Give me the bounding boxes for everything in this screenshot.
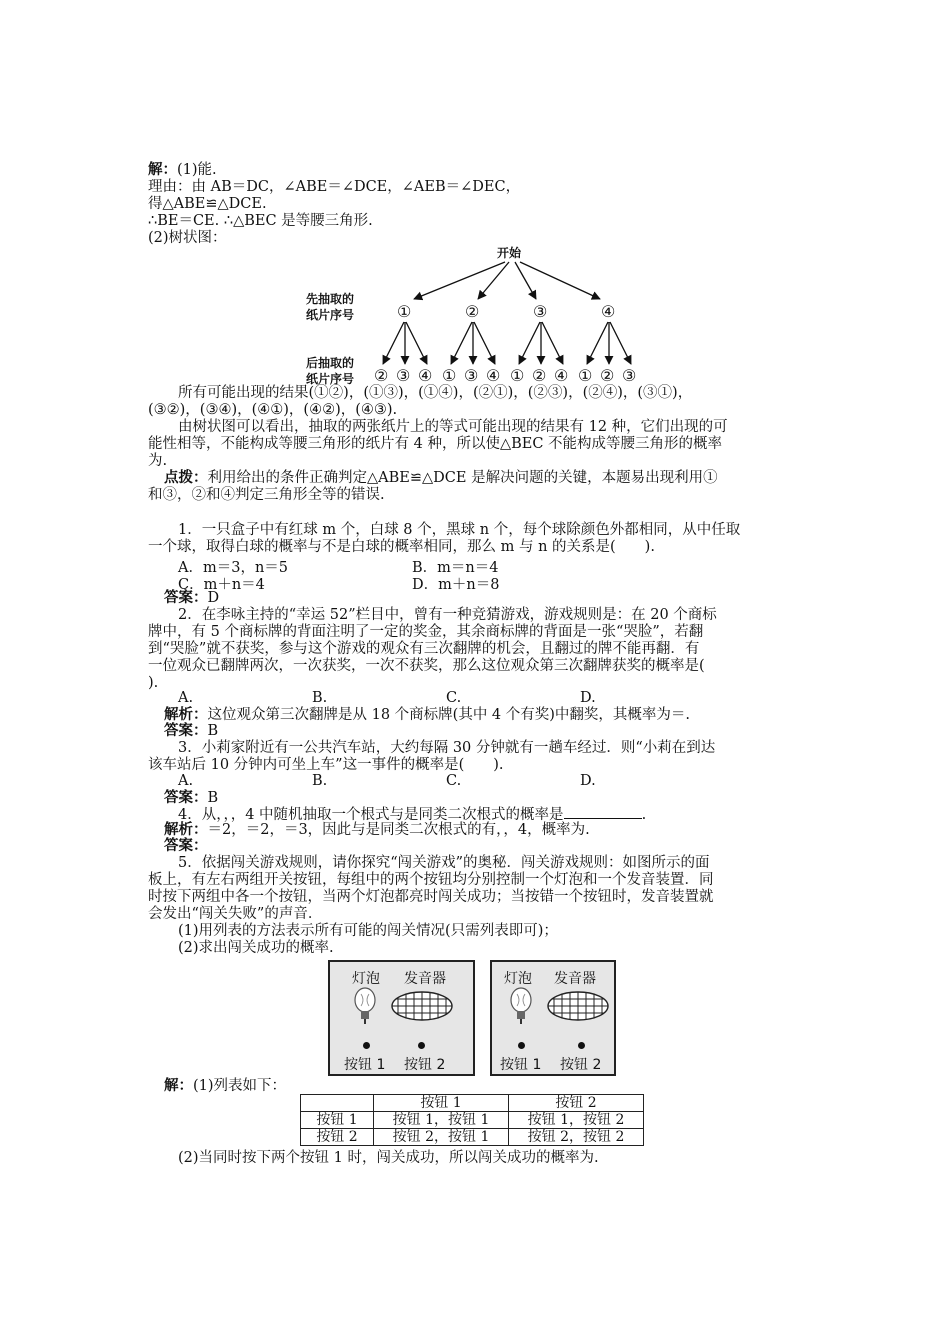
tree-first-label: 先抽取的 纸片序号: [306, 292, 355, 322]
table-row: [301, 1129, 644, 1146]
tree-first-node: ②: [465, 302, 480, 321]
tree-second-node: ①: [510, 366, 525, 385]
q1-line1: 1．一只盒子中有红球 m 个，白球 8 个，黑球 n 个，每个球除颜色外都相同，从中任取: [178, 522, 741, 538]
q2-line3: 到“哭脸”就不获奖，参与这个游戏的观众有三次翻牌的机会，且翻过的牌不能再翻．有: [148, 641, 700, 657]
q1-answer: [164, 590, 219, 606]
q5-line2: 板上，有左右两组开关按钮，每组中的两个按钮均分别控制一个灯泡和一个发音装置．同: [148, 872, 714, 888]
q4-blank: [564, 806, 642, 819]
button-2-dot: [418, 1042, 425, 1049]
q4-answer: [164, 838, 208, 854]
solution1-line5: (2)树状图：: [148, 230, 227, 246]
bulb-label: 灯泡: [504, 971, 532, 987]
q4-analysis: [164, 822, 590, 838]
q5-line1: 5．依据闯关游戏规则，请你探究“闯关游戏”的奥秘．闯关游戏规则：如图所示的面: [178, 855, 710, 871]
tree-second-node: ④: [418, 366, 433, 385]
answer-value: D: [207, 590, 220, 606]
button-2-dot: [578, 1042, 585, 1049]
q5-solution-line2: (2)当同时按下两个按钮 1 时，闯关成功，所以闯关成功的概率为.: [178, 1150, 599, 1166]
table-header-cell: 按钮 2: [509, 1095, 644, 1112]
q3-option-a: A.: [178, 773, 194, 789]
q3-line2: 该车站后 10 分钟内可坐上车”这一事件的概率是( ).: [148, 757, 504, 773]
answer-label: 答案：: [164, 838, 208, 854]
tree-second-node: ④: [486, 366, 501, 385]
dianbo-text: 利用给出的条件正确判定△ABE≌△DCE 是解决问题的关键，本题易出现利用①: [207, 470, 718, 486]
bulb-icon: [350, 986, 380, 1026]
dianbo-label: 点拨：: [164, 470, 208, 486]
q3-option-c: C.: [446, 773, 462, 789]
q2-line4: 一位观众已翻牌两次，一次获奖，一次不获奖，那么这位观众第三次翻牌获奖的概率是(: [148, 658, 705, 674]
button-1-dot: [363, 1042, 370, 1049]
q4-text: 4．从，，，4 中随机抽取一个根式与是同类二次根式的概率是: [178, 807, 564, 823]
game-panel-left: [328, 960, 475, 1076]
solution1-line9: 能性相等，不能构成等腰三角形的纸片有 4 种，所以使△BEC 不能构成等腰三角形的概率: [148, 436, 723, 452]
analysis-label: 解析：: [164, 707, 208, 723]
q2-option-b: B.: [312, 690, 328, 706]
q2-line1: 2．在李咏主持的“幸运 52”栏目中，曾有一种竞猜游戏，游戏规则是：在 20 个商标: [178, 607, 717, 623]
tree-second-node: ②: [600, 366, 615, 385]
bulb-icon: [506, 986, 536, 1026]
table-row: [301, 1112, 644, 1129]
q2-analysis: [164, 707, 690, 723]
speaker-icon: [390, 990, 454, 1022]
tree-second-node: ③: [622, 366, 637, 385]
solution-text: (1)列表如下：: [193, 1078, 287, 1094]
tree-second-node: ③: [396, 366, 411, 385]
button-1-dot: [518, 1042, 525, 1049]
solution1-line7: (③②)，(③④)，(④①)，(④②)，(④③).: [148, 402, 398, 418]
q2-line5: ).: [148, 675, 159, 691]
table-cell: 按钮 1: [301, 1112, 374, 1129]
result-table: [300, 1094, 644, 1146]
tree-second-node: ②: [532, 366, 547, 385]
solution1-line10: 为.: [148, 453, 168, 469]
tree-second-node: ①: [578, 366, 593, 385]
tree-second-node: ④: [554, 366, 569, 385]
q5-line4: 会发出“闯关失败”的声音．: [148, 906, 323, 922]
q5-line3: 时按下两组中各一个按钮，当两个灯泡都亮时闯关成功；当按错一个按钮时，发音装置就: [148, 889, 714, 905]
analysis-label: 解析：: [164, 822, 208, 838]
button-1-label: 按钮 1: [500, 1057, 542, 1073]
tree-branches: [0, 0, 950, 420]
speaker-label: 发音器: [554, 971, 596, 987]
table-cell: 按钮 1，按钮 2: [509, 1112, 644, 1129]
tree-first-node: ③: [533, 302, 548, 321]
q3-option-d: D.: [580, 773, 596, 789]
answer-label: 答案：: [164, 790, 208, 806]
speaker-label: 发音器: [404, 971, 446, 987]
q2-line2: 牌中，有 5 个商标牌的背面注明了一定的奖金，其余商标牌的背面是一张“哭脸”，若翻: [148, 624, 704, 640]
q2-answer: [164, 723, 218, 739]
button-2-label: 按钮 2: [404, 1057, 446, 1073]
bulb-label: 灯泡: [352, 971, 380, 987]
q1-option-b: B．m＝n＝4: [412, 560, 499, 576]
q3-option-b: B.: [312, 773, 328, 789]
tree-second-label: 后抽取的 纸片序号: [306, 356, 355, 386]
table-header-cell: [301, 1095, 374, 1112]
solution-label: 解：: [148, 162, 177, 178]
solution1-line2: 理由：由 AB＝DC，∠ABE＝∠DCE，∠AEB＝∠DEC，: [148, 179, 521, 195]
q1-option-d: D．m＋n＝8: [412, 577, 500, 593]
table-cell: 按钮 2，按钮 1: [374, 1129, 509, 1146]
answer-value: B: [207, 723, 219, 739]
table-header-row: [301, 1095, 644, 1112]
game-panel-right: [490, 960, 616, 1076]
q3-line1: 3．小莉家附近有一公共汽车站，大约每隔 30 分钟就有一趟车经过．则“小莉在到达: [178, 740, 716, 756]
tree-first-node: ④: [601, 302, 616, 321]
q2-option-a: A.: [178, 690, 194, 706]
q2-option-d: D.: [580, 690, 596, 706]
dianbo-line2: 和③，②和④判定三角形全等的错误.: [148, 487, 385, 503]
q4-line1: [178, 806, 646, 823]
tree-second-node: ①: [442, 366, 457, 385]
table-cell: 按钮 1，按钮 1: [374, 1112, 509, 1129]
button-1-label: 按钮 1: [344, 1057, 386, 1073]
table-cell: 按钮 2: [301, 1129, 374, 1146]
dianbo-line1: [164, 470, 718, 486]
q2-option-c: C.: [446, 690, 462, 706]
answer-label: 答案：: [164, 590, 208, 606]
tree-second-node: ②: [374, 366, 389, 385]
button-2-label: 按钮 2: [560, 1057, 602, 1073]
q1-line2: 一个球，取得白球的概率与不是白球的概率相同，那么 m 与 n 的关系是( ).: [148, 539, 655, 555]
tree-root: 开始: [497, 246, 522, 260]
q1-option-c: C．m＋n＝4: [178, 577, 265, 593]
solution1-line3: 得△ABE≌△DCE.: [148, 196, 267, 212]
tree-first-node: ①: [397, 302, 412, 321]
table-header-cell: 按钮 1: [374, 1095, 509, 1112]
q3-answer: [164, 790, 218, 806]
q5-solution-line1: [164, 1078, 286, 1094]
solution1-line6: 所有可能出现的结果(①②)，(①③)，(①④)，(②①)，(②③)，(②④)，(③①)，: [178, 385, 693, 401]
q1-option-a: A．m＝3，n＝5: [178, 560, 289, 576]
solution-part1: (1)能.: [177, 162, 217, 178]
solution1-line8: 由树状图可以看出，抽取的两张纸片上的等式可能出现的结果有 12 种，它们出现的可: [178, 419, 728, 435]
table-cell: 按钮 2，按钮 2: [509, 1129, 644, 1146]
answer-value: B: [207, 790, 219, 806]
speaker-icon: [546, 990, 610, 1022]
answer-label: 答案：: [164, 723, 208, 739]
solution-label: 解：: [164, 1078, 193, 1094]
analysis-text: ＝2，＝2，＝3，因此与是同类二次根式的有，，4，概率为.: [207, 822, 590, 838]
tree-second-node: ③: [464, 366, 479, 385]
q4-end: .: [641, 807, 647, 823]
solution1-line4: ∴BE＝CE. ∴△BEC 是等腰三角形.: [148, 213, 373, 229]
q5-line6: (2)求出闯关成功的概率.: [178, 940, 334, 956]
analysis-text: 这位观众第三次翻牌是从 18 个商标牌(其中 4 个有奖)中翻奖，其概率为＝.: [207, 707, 691, 723]
q5-line5: (1)用列表的方法表示所有可能的闯关情况(只需列表即可)；: [178, 923, 558, 939]
